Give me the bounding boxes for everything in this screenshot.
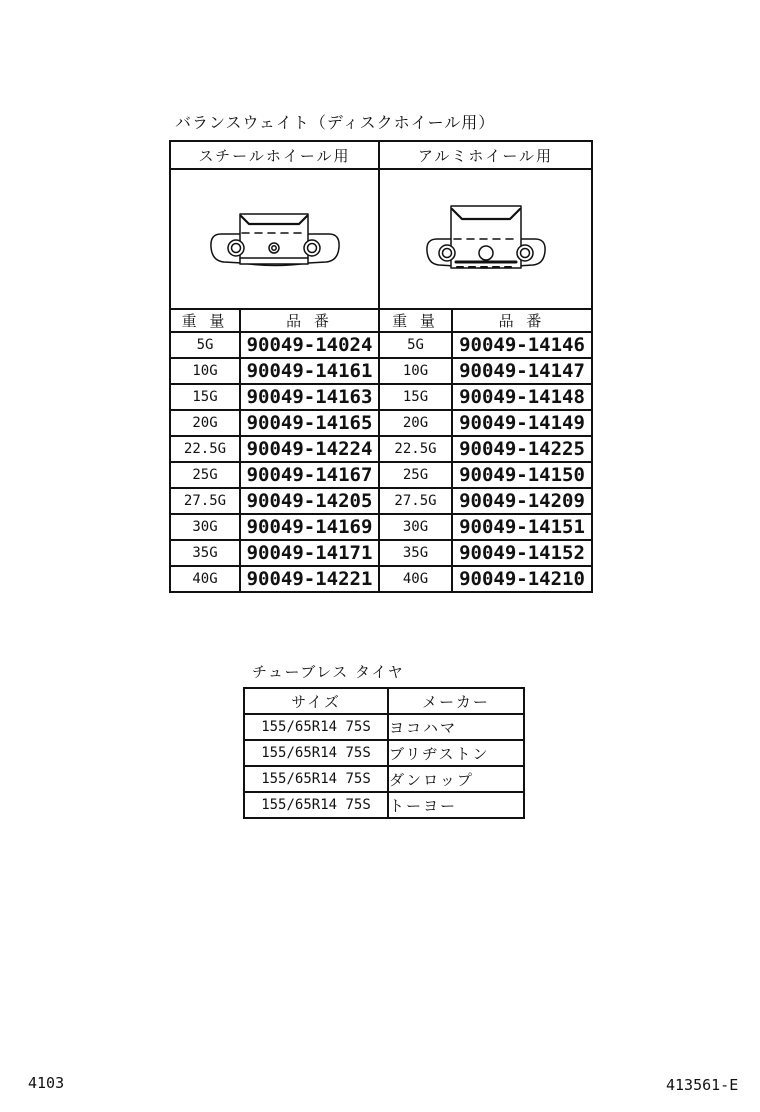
tire-maker-cell: ダンロップ [388, 766, 524, 792]
maker-column-header: メーカー [388, 688, 524, 714]
steel-wheel-header: スチールホイール用 [170, 141, 379, 169]
weight-cell: 27.5G [379, 488, 452, 514]
part-number-cell: 90049-14171 [240, 540, 379, 566]
part-number-cell: 90049-14148 [452, 384, 592, 410]
part-number-cell: 90049-14209 [452, 488, 592, 514]
part-number-cell: 90049-14221 [240, 566, 379, 592]
table-row [170, 566, 592, 592]
tire-maker-cell: ヨコハマ [388, 714, 524, 740]
size-column-header: サイズ [244, 688, 388, 714]
part-number-cell: 90049-14150 [452, 462, 592, 488]
tire-size-cell: 155/65R14 75S [244, 766, 388, 792]
weight-cell: 10G [379, 358, 452, 384]
table-row [244, 740, 524, 766]
balance-weight-title: バランスウェイト（ディスクホイール用） [175, 113, 496, 132]
figure-code: 413561-E [666, 1076, 739, 1094]
weight-cell: 30G [170, 514, 240, 540]
part-number-cell: 90049-14225 [452, 436, 592, 462]
steel-weight-illustration-cell [170, 169, 379, 309]
part-number-cell: 90049-14163 [240, 384, 379, 410]
tire-maker-cell: ブリヂストン [388, 740, 524, 766]
weight-cell: 5G [170, 332, 240, 358]
part-number-cell: 90049-14146 [452, 332, 592, 358]
weight-column-header: 重 量 [379, 309, 452, 332]
wheel-type-header-row [170, 141, 592, 169]
page-number: 4103 [28, 1074, 65, 1092]
weight-cell: 15G [379, 384, 452, 410]
aluminum-wheel-clip-weight-icon [425, 205, 547, 270]
tire-maker-cell: トーヨー [388, 792, 524, 818]
tire-size-cell: 155/65R14 75S [244, 792, 388, 818]
table-row [244, 714, 524, 740]
weight-cell: 22.5G [379, 436, 452, 462]
table-row [170, 410, 592, 436]
table-row [244, 766, 524, 792]
table-row [244, 792, 524, 818]
balance-weight-table [169, 140, 593, 593]
tire-size-cell: 155/65R14 75S [244, 714, 388, 740]
part-number-cell: 90049-14151 [452, 514, 592, 540]
table-row [170, 488, 592, 514]
weight-cell: 5G [379, 332, 452, 358]
subheader-row [170, 309, 592, 332]
weight-cell: 25G [379, 462, 452, 488]
part-number-cell: 90049-14152 [452, 540, 592, 566]
part-number-column-header: 品 番 [452, 309, 592, 332]
weight-cell: 20G [379, 410, 452, 436]
weight-cell: 35G [379, 540, 452, 566]
table-row [170, 462, 592, 488]
table-row [170, 514, 592, 540]
table-row [170, 332, 592, 358]
weight-cell: 30G [379, 514, 452, 540]
table-row [170, 540, 592, 566]
part-number-cell: 90049-14167 [240, 462, 379, 488]
part-number-cell: 90049-14165 [240, 410, 379, 436]
part-number-column-header: 品 番 [240, 309, 379, 332]
part-number-cell: 90049-14161 [240, 358, 379, 384]
weight-cell: 40G [379, 566, 452, 592]
table-row [170, 436, 592, 462]
tubeless-tire-table [243, 687, 525, 819]
weight-cell: 27.5G [170, 488, 240, 514]
steel-wheel-clip-weight-icon [208, 213, 342, 270]
weight-cell: 20G [170, 410, 240, 436]
weight-column-header: 重 量 [170, 309, 240, 332]
part-number-cell: 90049-14169 [240, 514, 379, 540]
table-row [170, 384, 592, 410]
part-number-cell: 90049-14147 [452, 358, 592, 384]
weight-cell: 15G [170, 384, 240, 410]
weight-cell: 40G [170, 566, 240, 592]
weight-cell: 35G [170, 540, 240, 566]
weight-cell: 10G [170, 358, 240, 384]
part-number-cell: 90049-14210 [452, 566, 592, 592]
table-row [170, 358, 592, 384]
aluminum-wheel-header: アルミホイール用 [379, 141, 592, 169]
weight-cell: 22.5G [170, 436, 240, 462]
illustration-row [170, 169, 592, 309]
tire-size-cell: 155/65R14 75S [244, 740, 388, 766]
part-number-cell: 90049-14224 [240, 436, 379, 462]
aluminum-weight-illustration-cell [379, 169, 592, 309]
tubeless-tire-title: チューブレス タイヤ [252, 663, 405, 681]
tire-header-row [244, 688, 524, 714]
part-number-cell: 90049-14024 [240, 332, 379, 358]
weight-cell: 25G [170, 462, 240, 488]
part-number-cell: 90049-14149 [452, 410, 592, 436]
part-number-cell: 90049-14205 [240, 488, 379, 514]
